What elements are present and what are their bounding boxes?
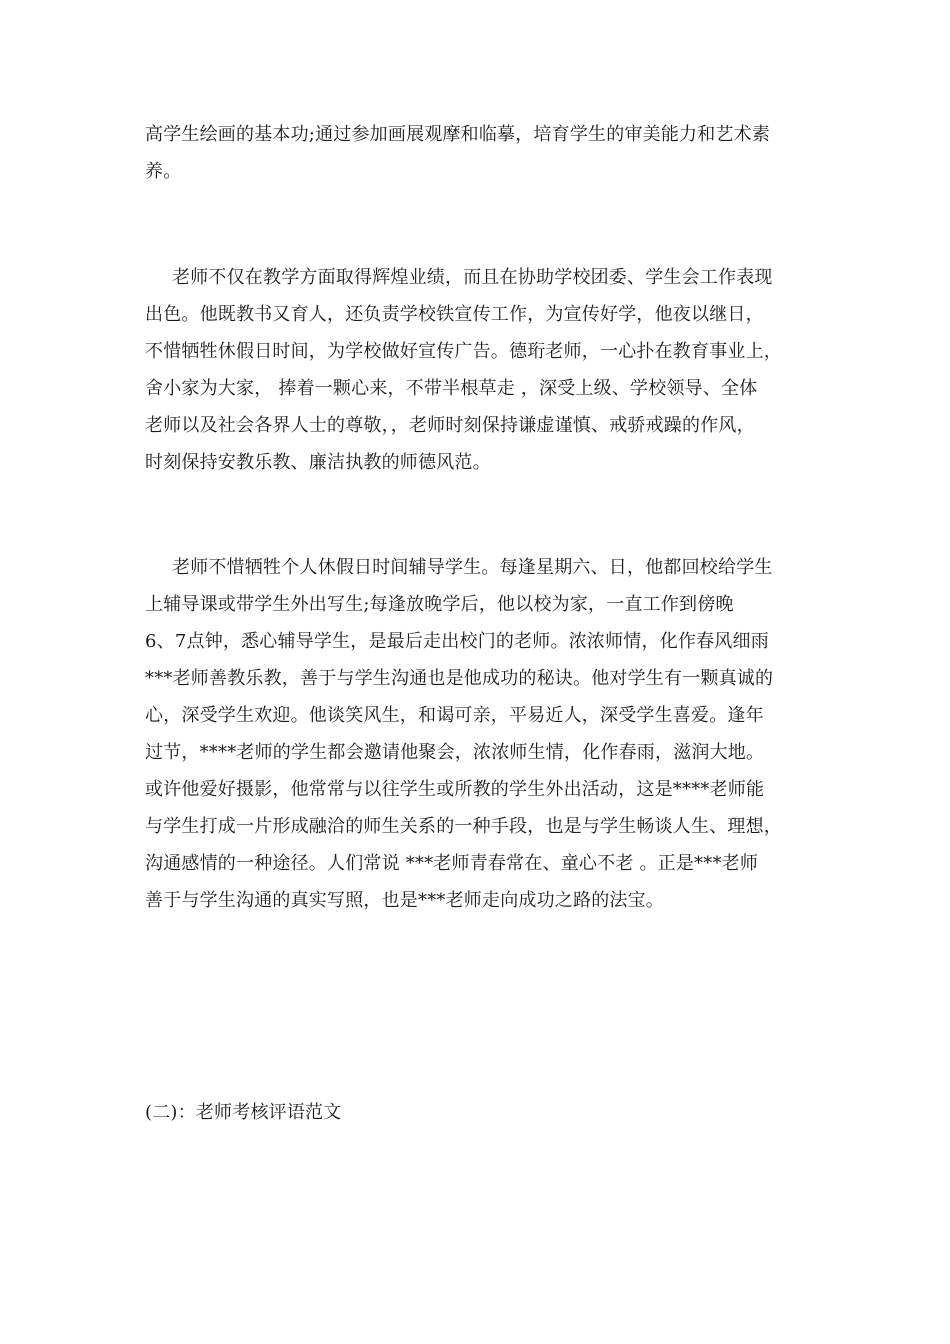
paragraph-3-line-8: 与学生打成一片形成融洽的师生关系的一种手段，也是与学生畅谈人生、理想， [145,816,782,837]
paragraph-3-line-9: 沟通感情的一种途径。人们常说 ***老师青春常在、童心不老 。正是***老师 [145,853,759,874]
paragraph-3-line-6: 过节，****老师的学生都会邀请他聚会，浓浓师生情，化作春雨，滋润大地。 [145,742,765,763]
paragraph-2-line-4: 舍小家为大家， 捧着一颗心来，不带半根草走 ，深受上级、学校领导、全体 [145,378,758,399]
paragraph-3-line-5: 心，深受学生欢迎。他谈笑风生，和谒可亲，平易近人，深受学生喜爱。逢年 [145,705,764,726]
paragraph-3-line-7: 或许他爱好摄影，他常常与以往学生或所教的学生外出活动，这是****老师能 [145,779,765,800]
paragraph-3-line-4: ***老师善教乐教，善于与学生沟通也是他成功的秘诀。他对学生有一颗真诚的 [145,668,774,689]
paragraph-3-line-3: 6、7点钟，悉心辅导学生，是最后走出校门的老师。浓浓师情，化作春风细雨 [145,631,769,652]
paragraph-2-line-1: 老师不仅在教学方面取得辉煌业绩，而且在协助学校团委、学生会工作表现 [172,267,773,288]
paragraph-1-line-2: 养。 [145,161,182,182]
paragraph-2-line-6: 时刻保持安教乐教、廉洁执教的师德风范。 [145,452,491,473]
paragraph-3-line-1: 老师不惜牺牲个人休假日时间辅导学生。每逢星期六、日，他都回校给学生 [172,557,773,578]
paragraph-2-line-5: 老师以及社会各界人士的尊敬，，老师时刻保持谦虚谨慎、戒骄戒躁的作风， [145,415,755,436]
paragraph-3-line-10: 善于与学生沟通的真实写照，也是***老师走向成功之路的法宝。 [145,890,664,911]
section-heading: (二)：老师考核评语范文 [145,1102,342,1123]
paragraph-2-line-3: 不惜牺牲休假日时间，为学校做好宣传广告。德珩老师，一心扑在教育事业上， [145,341,782,362]
paragraph-2-line-2: 出色。他既教书又育人，还负责学校铁宣传工作，为宣传好学，他夜以继日， [145,304,764,325]
paragraph-1-line-1: 高学生绘画的基本功;通过参加画展观摩和临摹，培育学生的审美能力和艺术素 [145,124,771,145]
paragraph-3-line-2: 上辅导课或带学生外出写生;每逢放晚学后，他以校为家，一直工作到傍晚 [145,594,734,615]
